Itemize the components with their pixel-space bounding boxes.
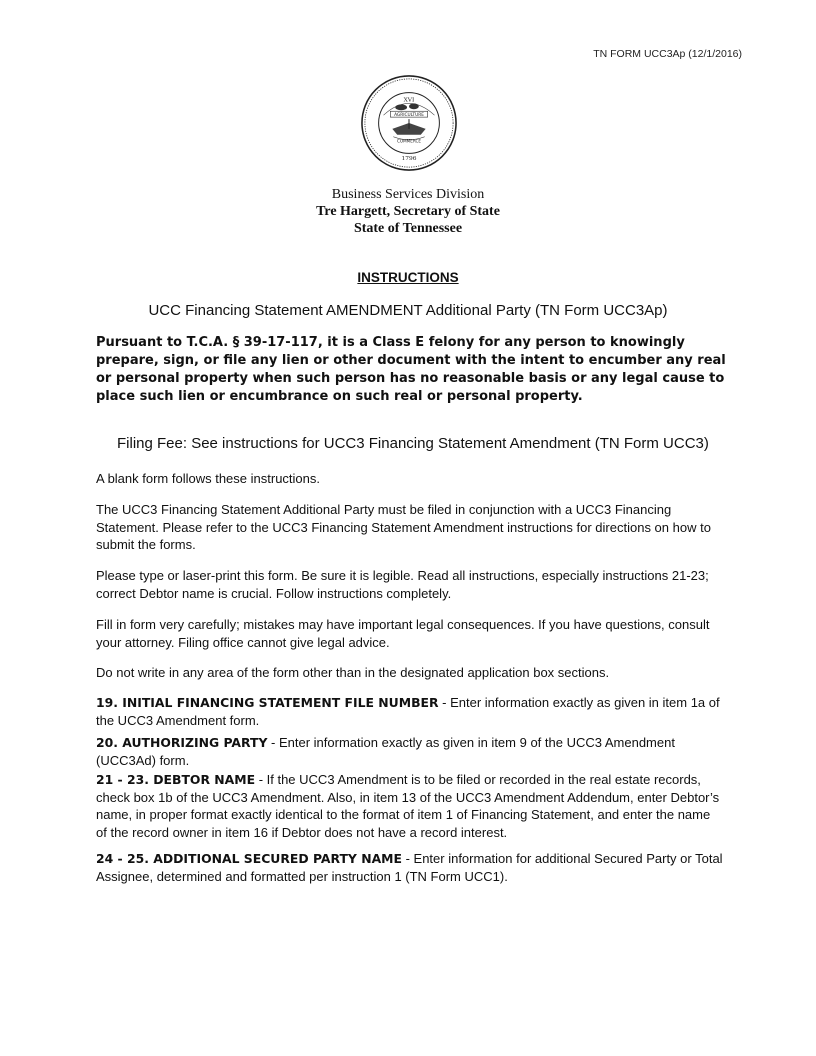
paragraph-conjunction: The UCC3 Financing Statement Additional Party must be filed in conjunction with a UCC3 Financing Statement. Please refer to the UCC3 Financing Statement Amendment instructions for directions on how to submit the forms. [96, 502, 711, 553]
form-number: TN FORM UCC3Ap (12/1/2016) [593, 48, 742, 60]
svg-text:XVI: XVI [403, 97, 415, 104]
instructions-heading: INSTRUCTIONS [357, 270, 459, 285]
item-heading: 24 - 25. ADDITIONAL SECURED PARTY NAME [96, 851, 402, 866]
svg-text:AGRICULTURE: AGRICULTURE [394, 113, 424, 119]
paragraph-fill-carefully: Fill in form very carefully; mistakes may have important legal consequences. If you have questions, consult your attorney. Filing office cannot give legal advice. [96, 617, 710, 650]
agency-block [0, 186, 816, 237]
paragraph-do-not-write: Do not write in any area of the form other than in the designated application box sections. [96, 665, 610, 680]
secretary-name: Tre Hargett, Secretary of State [316, 204, 500, 219]
item-text: - Enter information exactly as given in item 9 of the UCC3 Amendment (UCC3Ad) form. [96, 735, 675, 768]
state-seal-icon [360, 74, 458, 172]
svg-text:COMMERCE: COMMERCE [397, 138, 421, 144]
instruction-item [96, 734, 724, 769]
instruction-item [96, 771, 724, 841]
felony-warning: Pursuant to T.C.A. § 39-17-117, it is a Class E felony for any person to knowingly prepare, sign, or file any lien or other document with the intent to encumber any real or personal property when such person has no reasonable basis or any legal cause to place such lien or encumbrance on such real or personal property. [96, 335, 726, 404]
paragraph-blank-form: A blank form follows these instructions. [96, 471, 320, 486]
item-heading: 21 - 23. DEBTOR NAME [96, 772, 256, 787]
item-text: - If the UCC3 Amendment is to be filed or recorded in the real estate records, check box 1b of the UCC3 Amendment. Also, in item 13 of the UCC3 Amendment Addendum, enter Debtor’s name, in proper format exactly identical to the format of item 1 of Financing Statement, and enter the name of the record owner in item 16 if Debtor does not have a record interest. [96, 772, 720, 840]
instruction-item [96, 850, 724, 885]
item-heading: 20. AUTHORIZING PARTY [96, 735, 268, 750]
paragraph-type-print: Please type or laser-print this form. Be sure it is legible. Read all instructions, especially instructions 21-23; correct Debtor name is crucial. Follow instructions completely. [96, 568, 709, 601]
svg-text:1796: 1796 [401, 156, 417, 163]
state-name: State of Tennessee [353, 221, 463, 236]
filing-fee: Filing Fee: See instructions for UCC3 Financing Statement Amendment (TN Form UCC3) [117, 435, 709, 452]
item-heading: 19. INITIAL FINANCING STATEMENT FILE NUMBER [96, 695, 439, 710]
item-text: - Enter information for additional Secured Party or Total Assignee, determined and formatted per instruction 1 (TN Form UCC1). [96, 851, 723, 884]
division-name: Business Services Division [331, 187, 485, 202]
item-text: - Enter information exactly as given in item 1a of the UCC3 Amendment form. [96, 695, 720, 728]
instruction-item [96, 694, 724, 729]
document-title: UCC Financing Statement AMENDMENT Additional Party (TN Form UCC3Ap) [148, 302, 668, 319]
